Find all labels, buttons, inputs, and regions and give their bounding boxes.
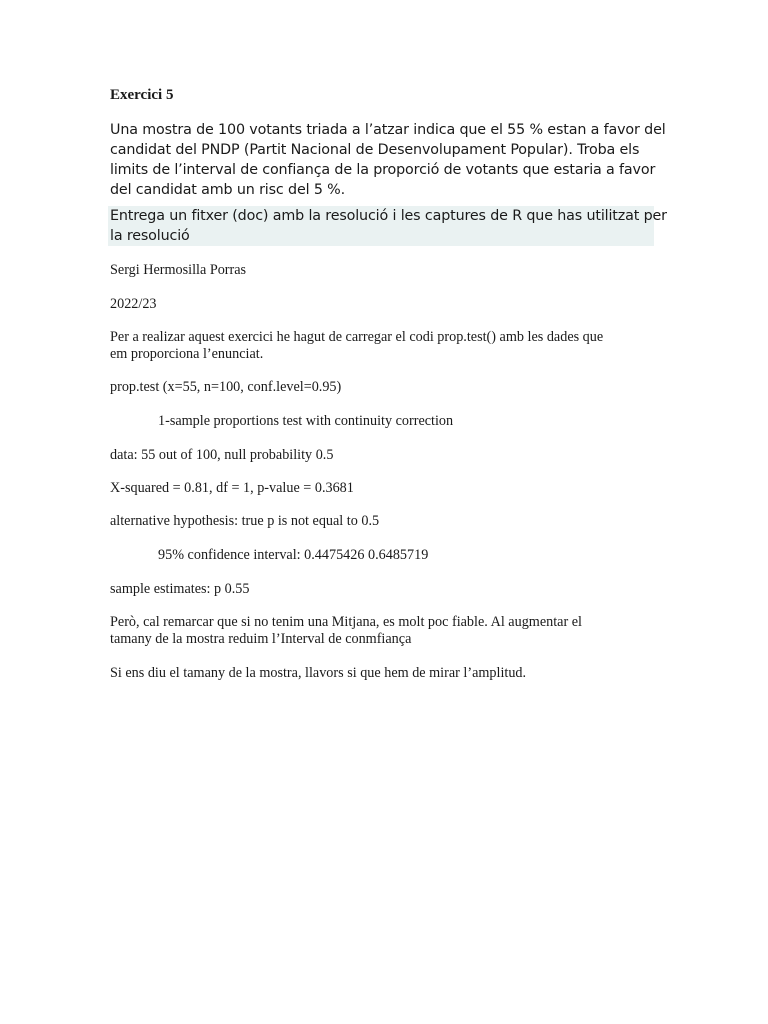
intro-paragraph <box>110 329 603 363</box>
r-confidence-interval: 95% confidence interval: 0.4475426 0.6485719 <box>158 547 429 563</box>
r-test-name: 1-sample proportions test with continuity correction <box>158 413 454 429</box>
exercise-heading: Exercici 5 <box>110 87 174 103</box>
conclusion-line: tamany de la mostra reduim l’Interval de conmfiança <box>110 631 412 647</box>
r-alternative-hypothesis: alternative hypothesis: true p is not equal to 0.5 <box>110 513 380 529</box>
r-statistics-line: X-squared = 0.81, df = 1, p-value = 0.3681 <box>110 480 354 496</box>
conclusion-line: Però, cal remarcar que si no tenim una Mitjana, es molt poc fiable. Al augmentar el <box>110 614 582 630</box>
academic-year: 2022/23 <box>110 296 157 312</box>
conclusion-paragraph <box>110 614 582 648</box>
r-data-line: data: 55 out of 100, null probability 0.5 <box>110 447 334 463</box>
statement-line: candidat del PNDP (Partit Nacional de Desenvolupament Popular). Troba els <box>110 142 640 158</box>
author-name: Sergi Hermosilla Porras <box>110 262 247 278</box>
task-instruction-highlight <box>108 206 667 246</box>
task-line: Entrega un fitxer (doc) amb la resolució i les captures de R que has utilitzat per <box>110 208 667 224</box>
r-command: prop.test (x=55, n=100, conf.level=0.95) <box>110 379 342 395</box>
statement-line: Una mostra de 100 votants triada a l’atzar indica que el 55 % estan a favor del <box>110 122 666 138</box>
intro-line: Per a realizar aquest exercici he hagut de carregar el codi prop.test() amb les dades que <box>110 329 604 345</box>
task-line: la resolució <box>110 228 190 244</box>
exercise-statement <box>110 120 666 200</box>
statement-line: limits de l’interval de confiança de la proporció de votants que estaria a favor <box>110 162 656 178</box>
intro-line: em proporciona l’enunciat. <box>110 346 264 362</box>
r-sample-estimates: sample estimates: p 0.55 <box>110 581 250 597</box>
statement-line: del candidat amb un risc del 5 %. <box>110 182 345 198</box>
final-remark: Si ens diu el tamany de la mostra, llavors si que hem de mirar l’amplitud. <box>110 665 527 681</box>
